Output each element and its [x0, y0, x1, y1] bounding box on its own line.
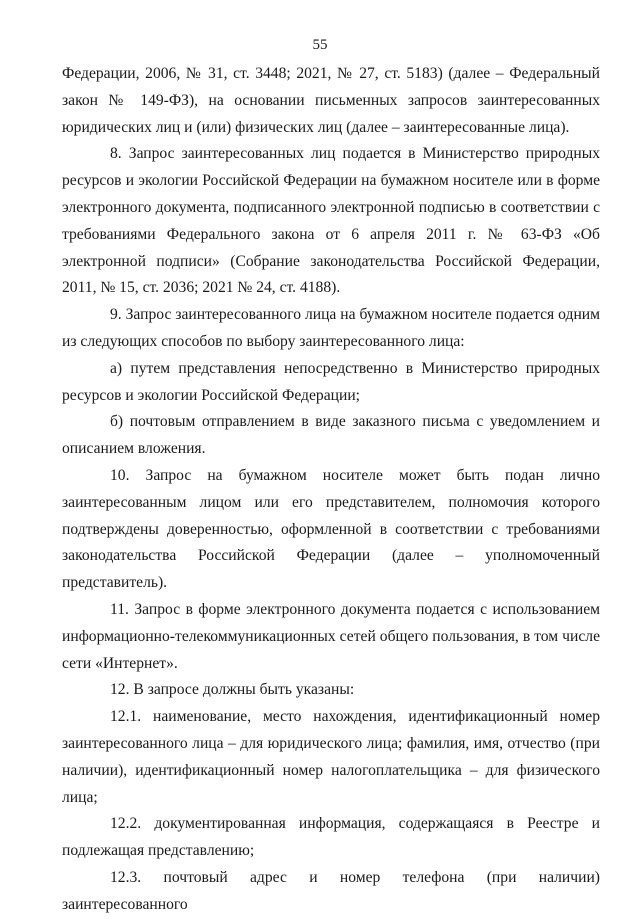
paragraph-12-1: 12.1. наименование, место нахождения, идентификационный номер заинтересованного лица – для юридического лица; фамилия, имя, отчество (при наличии), идентификационный номер налогоплательщика – для физического лица; [62, 708, 600, 806]
document-body [62, 61, 600, 919]
page-number: 55 [312, 37, 328, 53]
paragraph-12-3: 12.3. почтовый адрес и номер телефона (при наличии) заинтересованного [62, 868, 600, 913]
paragraph-12-2: 12.2. документированная информация, содержащаяся в Реестре и подлежащая представлению; [62, 815, 600, 860]
paragraph-10: 10. Запрос на бумажном носителе может быть подан лично заинтересованным лицом или его представителем, полномочия которого подтверждены доверенностью, оформленной в соответствии с требованиями законодательства Российской Федерации (далее – уполномоченный представитель). [62, 466, 600, 592]
paragraph-9: 9. Запрос заинтересованного лица на бумажном носителе подается одним из следующих способов по выбору заинтересованного лица: [62, 306, 600, 350]
paragraph-11: 11. Запрос в форме электронного документа подается с использованием информационно-телекоммуникационных сетей общего пользования, в том числе сети «Интернет». [62, 600, 600, 672]
paragraph-9b: б) почтовым отправлением в виде заказного письма с уведомлением и описанием вложения. [62, 413, 600, 458]
paragraph-9a: а) путем представления непосредственно в Министерство природных ресурсов и экологии Российской Федерации; [62, 359, 600, 404]
paragraph-12: 12. В запросе должны быть указаны: [110, 681, 355, 699]
paragraph-8: 8. Запрос заинтересованных лиц подается в Министерство природных ресурсов и экологии Российской Федерации на бумажном носителе или в форме электронного документа, подписанного электронной подписью в соответствии с требованиями Федерального закона от 6 апреля 2011 г. № 63-ФЗ «Об электронной подписи» (Собрание законодательства Российской Федерации, 2011, № 15, ст. 2036; 2021 № 24, ст. 4188). [62, 145, 600, 297]
paragraph-continuation: Федерации, 2006, № 31, ст. 3448; 2021, № 27, ст. 5183) (далее – Федеральный закон № 149-ФЗ), на основании письменных запросов заинтересованных юридических лиц и (или) физических лиц (далее – заинтересованные лица). [62, 65, 600, 136]
